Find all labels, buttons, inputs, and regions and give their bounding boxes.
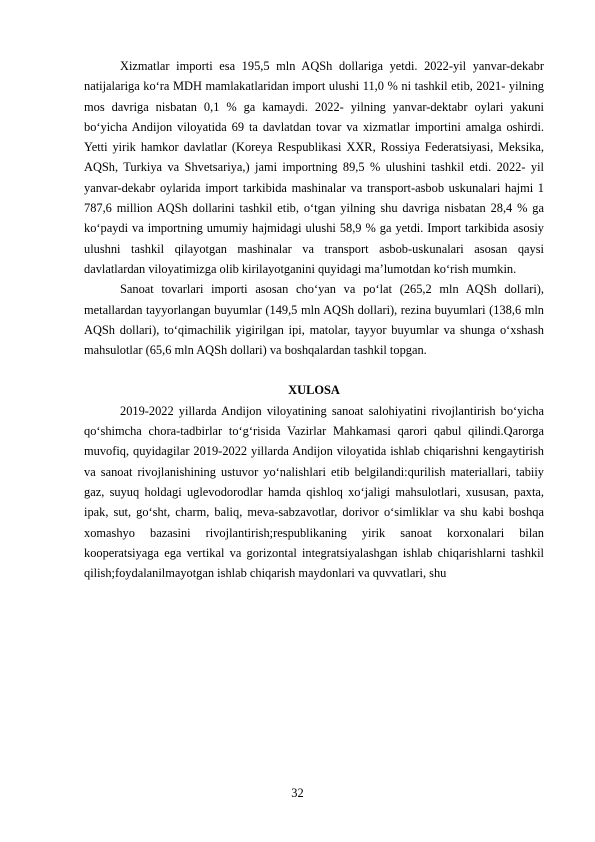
paragraph-industrial-goods: Sanoat tovarlari importi asosan cho‘yan va po‘lat (265,2 mln AQSh dollari), metallardan tayyorlangan buyumlar (149,5 mln AQSh dollari), rezina buyumlari (138,6 mln AQSh dollari), to‘qimachilik yigirilgan ipi, matolar, tayyor buyumlar va shunga o‘xshash mahsulotlar (65,6 mln AQSh dollari) va boshqalardan tashkil topgan.: [84, 282, 544, 358]
page-number: 32: [291, 786, 304, 800]
paragraph-conclusion: 2019-2022 yillarda Andijon viloyatining sanoat salohiyatini rivojlantirish bo‘yicha qo‘shimcha chora-tadbirlar to‘g‘risida Vazirlar Mahkamasi qarori qabul qilindi.Qarorga muvofiq, quyidagilar 2019-2022 yillarda Andijon viloyatida ishlab chiqarishni kengaytirish va sanoat rivojlanishining ustuvor yo‘nalishlari etib belgilandi:qurilish materiallari, tabiiy gaz, suyuq holdagi uglevodorodlar hamda qishloq xo‘jaligi mahsulotlari, xususan, paxta, ipak, sut, go‘sht, charm, baliq, meva-sabzavotlar, dorivor o‘simliklar va shu kabi boshqa xomashyo bazasini rivojlantirish;respublikaning yirik sanoat korxonalari bilan kooperatsiyaga ega vertikal va gorizontal integratsiyalashgan ishlab chiqarishlarni tashkil qilish;foydalanilmayotgan ishlab chiqarish maydonlari va quvvatlari, shu: [84, 403, 544, 581]
paragraph-import-services: Xizmatlar importi esa 195,5 mln AQSh dollariga yetdi. 2022-yil yanvar-dekabr natijalariga ko‘ra MDH mamlakatlaridan import ulushi 11,0 % ni tashkil etib, 2021- yilning mos davriga nisbatan 0,1 % ga kamaydi. 2022- yilning yanvar-dektabr oylari yakuni bo‘yicha Andijon viloyatida 69 ta davlatdan tovar va xizmatlar importini amalga oshirdi. Yetti yirik hamkor davlatlar (Koreya Respublikasi XXR, Rossiya Federatsiyasi, Meksika, AQSh, Turkiya va Shvetsariya,) jami importning 89,5 % ulushini tashkil etdi. 2022- yil yanvar-dekabr oylarida import tarkibida mashinalar va transport-asbob uskunalari hajmi 1 787,6 million AQSh dollarini tashkil etib, o‘tgan yilning shu davriga nisbatan 28,4 % ga ko‘paydi va importning umumiy hajmidagi ulushi 58,9 % ga yetdi. Import tarkibida asosiy ulushni tashkil qilayotgan mashinalar va transport asbob-uskunalari asosan qaysi davlatlardan viloyatimizga olib kirilayotganini quyidagi ma’lumotdan ko‘rish mumkin.: [84, 59, 544, 276]
document-page: [84, 56, 544, 583]
section-heading: XULOSA: [288, 383, 340, 398]
